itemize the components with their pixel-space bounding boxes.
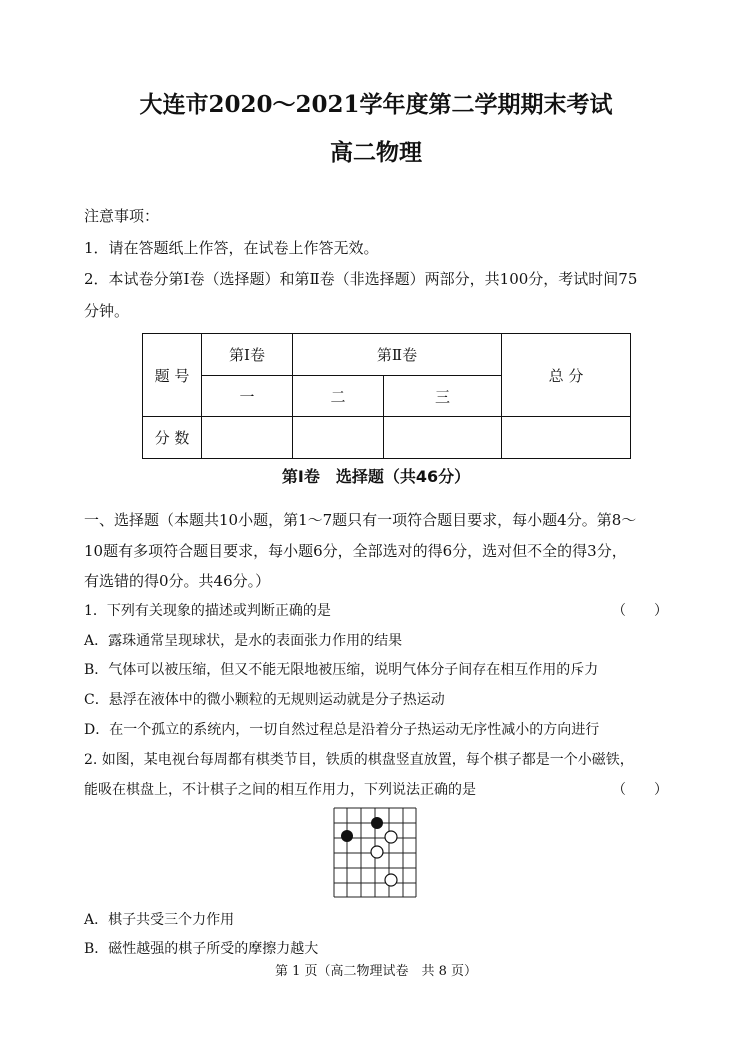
instructions-line-1: 一、选择题（本题共10小题，第1～7题只有一项符合题目要求，每小题4分。第8～ [84, 511, 637, 529]
score-table [142, 333, 631, 459]
q1-option-d: D．在一个孤立的系统内，一切自然过程总是沿着分子热运动无序性减小的方向进行 [84, 722, 600, 738]
black-piece [371, 817, 383, 829]
notes-item-2-line-1: 2．本试卷分第Ⅰ卷（选择题）和第Ⅱ卷（非选择题）两部分，共100分，考试时间75 [84, 270, 638, 288]
row-label-number: 题 号 [143, 334, 202, 417]
white-piece [371, 846, 383, 858]
row-label-score: 分 数 [143, 417, 202, 459]
q1-option-a: A．露珠通常呈现球状，是水的表面张力作用的结果 [84, 633, 403, 649]
header-part-2: 第Ⅱ卷 [293, 334, 502, 376]
black-piece [341, 830, 353, 842]
page-footer: 第 1 页（高二物理试卷 共 8 页） [274, 964, 478, 979]
score-cell-3 [384, 417, 502, 459]
exam-title: 大连市2020～2021学年度第二学期期末考试 [139, 91, 613, 118]
header-col-3: 三 [384, 376, 502, 417]
header-col-2: 二 [293, 376, 384, 417]
q2-stem-line-2: 能吸在棋盘上，不计棋子之间的相互作用力，下列说法正确的是 [84, 782, 476, 798]
q2-option-b: B．磁性越强的棋子所受的摩擦力越大 [84, 941, 319, 957]
q1-stem: 1．下列有关现象的描述或判断正确的是 [84, 603, 331, 619]
white-piece [385, 874, 397, 886]
chessboard-figure [332, 806, 422, 900]
score-cell-1 [202, 417, 293, 459]
notes-item-1: 1．请在答题纸上作答，在试卷上作答无效。 [84, 239, 379, 257]
header-col-1: 一 [202, 376, 293, 417]
q2-stem-line-1: 2. 如图，某电视台每周都有棋类节目，铁质的棋盘竖直放置，每个棋子都是一个小磁铁， [84, 752, 634, 768]
instructions-line-3: 有选错的得0分。共46分。） [84, 572, 271, 590]
instructions-line-2: 10题有多项符合题目要求，每小题6分，全部选对的得6分，选对但不全的得3分， [84, 542, 627, 560]
score-cell-2 [293, 417, 384, 459]
q2-answer-paren: （ ） [612, 782, 668, 798]
notes-item-2-line-2: 分钟。 [84, 302, 130, 320]
notes-heading: 注意事项： [84, 207, 160, 225]
header-total: 总 分 [502, 334, 631, 417]
q2-option-a: A．棋子共受三个力作用 [84, 912, 235, 928]
exam-subject: 高二物理 [330, 139, 422, 166]
header-part-1: 第Ⅰ卷 [202, 334, 293, 376]
section-1-heading: 第Ⅰ卷 选择题（共46分） [281, 467, 471, 486]
q1-answer-paren: （ ） [612, 603, 668, 619]
q1-option-b: B．气体可以被压缩，但又不能无限地被压缩，说明气体分子间存在相互作用的斥力 [84, 662, 599, 678]
white-piece [385, 831, 397, 843]
score-cell-total [502, 417, 631, 459]
q1-option-c: C．悬浮在液体中的微小颗粒的无规则运动就是分子热运动 [84, 692, 445, 708]
